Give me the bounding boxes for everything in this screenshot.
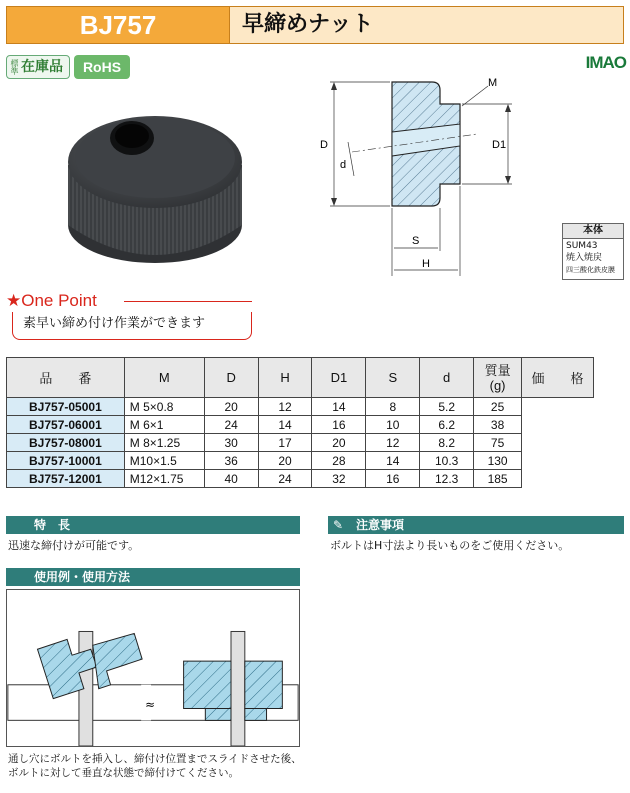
header-h: H	[258, 358, 312, 398]
dim-D-label: D	[320, 139, 328, 151]
table-cell: 14	[366, 452, 420, 470]
table-cell: M 5×0.8	[124, 398, 204, 416]
header-d: D	[204, 358, 258, 398]
table-cell: 10	[366, 416, 420, 434]
one-point	[6, 290, 206, 331]
table-cell: 17	[258, 434, 312, 452]
one-point-text: 素早い締め付け作業ができます	[23, 316, 206, 331]
table-cell: 8	[366, 398, 420, 416]
wrench-icon: ✎	[328, 516, 348, 534]
table-cell: M10×1.5	[124, 452, 204, 470]
features-header	[6, 516, 300, 534]
table-cell: 40	[204, 470, 258, 488]
stock-badge-small: 標準	[10, 59, 19, 75]
table-row	[7, 398, 594, 416]
table-cell: 36	[204, 452, 258, 470]
table-cell: 10.3	[420, 452, 474, 470]
product-name-banner	[230, 6, 624, 44]
product-code: BJ757	[79, 10, 157, 40]
product-name: 早締めナット	[242, 12, 374, 37]
material-line: 焼入焼戻	[566, 253, 603, 263]
table-cell: 12	[258, 398, 312, 416]
one-point-rule	[124, 301, 252, 302]
price-cell	[522, 470, 594, 488]
features-text: 迅速な締付けが可能です。	[8, 539, 140, 552]
header-d1: D1	[312, 358, 366, 398]
material-line: SUM43	[566, 241, 598, 251]
part-number-cell: BJ757-06001	[7, 416, 125, 434]
usage-title: 使用例・使用方法	[34, 570, 131, 584]
dim-d-label: d	[340, 159, 347, 171]
price-cell	[522, 398, 594, 416]
material-body	[563, 239, 623, 277]
price-cell	[522, 416, 594, 434]
dim-D1-label: D1	[492, 139, 507, 151]
price-cell	[522, 452, 594, 470]
part-number-cell: BJ757-12001	[7, 470, 125, 488]
table-cell: 38	[474, 416, 522, 434]
table-cell: M12×1.75	[124, 470, 204, 488]
table-cell: M 8×1.25	[124, 434, 204, 452]
usage-illustration	[6, 589, 300, 747]
table-cell: 8.2	[420, 434, 474, 452]
dimension-drawing	[312, 76, 522, 276]
notes-header	[328, 516, 624, 534]
notes-text: ボルトはH寸法より長いものをご使用ください。	[330, 539, 570, 552]
material-box	[562, 223, 624, 280]
dim-H-label: H	[422, 258, 430, 270]
table-cell: 24	[258, 470, 312, 488]
material-header: 本体	[563, 224, 623, 239]
svg-text:≈: ≈	[145, 697, 156, 712]
rohs-badge: RoHS	[74, 55, 130, 79]
table-cell: 24	[204, 416, 258, 434]
table-cell: 25	[474, 398, 522, 416]
table-cell: 20	[204, 398, 258, 416]
product-code-banner	[6, 6, 230, 44]
table-cell: 5.2	[420, 398, 474, 416]
table-cell: 12	[366, 434, 420, 452]
one-point-box	[12, 312, 252, 340]
table-cell: 28	[312, 452, 366, 470]
nut-photo	[60, 100, 250, 270]
table-row	[7, 452, 594, 470]
table-cell: 185	[474, 470, 522, 488]
table-cell: 20	[312, 434, 366, 452]
table-cell: 14	[258, 416, 312, 434]
notes-title: 注意事項	[356, 518, 405, 532]
header-small-d: d	[420, 358, 474, 398]
header-m: M	[124, 358, 204, 398]
price-cell	[522, 434, 594, 452]
usage-header	[6, 568, 300, 586]
part-number-cell: BJ757-10001	[7, 452, 125, 470]
table-row	[7, 416, 594, 434]
table-row	[7, 434, 594, 452]
table-cell: 16	[366, 470, 420, 488]
header-mass: 質量 (g)	[474, 358, 522, 398]
table-cell: 75	[474, 434, 522, 452]
table-cell: 130	[474, 452, 522, 470]
spec-table	[6, 357, 594, 488]
table-cell: 12.3	[420, 470, 474, 488]
table-cell: 32	[312, 470, 366, 488]
part-number-cell: BJ757-08001	[7, 434, 125, 452]
table-row	[7, 470, 594, 488]
stock-badge-label: 在庫品	[21, 59, 63, 75]
table-header-row	[7, 358, 594, 398]
one-point-title: ★One Point	[6, 291, 97, 310]
header-s: S	[366, 358, 420, 398]
table-cell: 20	[258, 452, 312, 470]
table-cell: 30	[204, 434, 258, 452]
brand-logo: IMAO	[585, 53, 626, 72]
material-line: 四三酸化鉄皮膜	[566, 266, 615, 274]
part-number-cell: BJ757-05001	[7, 398, 125, 416]
dim-M-label: M	[488, 77, 498, 89]
features-title: 特 長	[34, 518, 71, 532]
usage-text: 通し穴にボルトを挿入し、締付け位置までスライドさせた後、ボルトに対して垂直な状態で締付けてください。	[8, 753, 302, 779]
table-cell: 14	[312, 398, 366, 416]
header-price: 価 格	[522, 358, 594, 398]
header-part-no: 品 番	[7, 358, 125, 398]
dim-S-label: S	[412, 235, 420, 247]
stock-badge	[6, 55, 70, 79]
table-cell: 16	[312, 416, 366, 434]
table-cell: 6.2	[420, 416, 474, 434]
table-cell: M 6×1	[124, 416, 204, 434]
